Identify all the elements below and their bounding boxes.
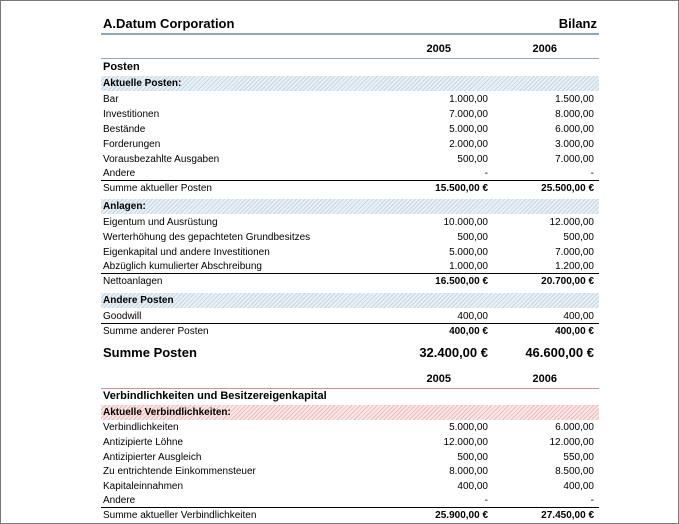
company-name: A.Datum Corporation [103, 16, 235, 31]
table-row: Andere - - [103, 168, 594, 179]
table-row: Antizipierte Löhne 12.000,00 12.000,00 [103, 437, 594, 448]
table-row: Bestände 5.000,00 6.000,00 [103, 124, 594, 135]
table-row: Vorausbezahlte Ausgaben 500,00 7.000,00 [103, 154, 594, 165]
table-row: Eigenkapital und andere Investitionen 5.000,00 7.000,00 [103, 247, 594, 258]
table-row: Investitionen 7.000,00 8.000,00 [103, 109, 594, 120]
group-heading-current-assets: Aktuelle Posten: [101, 76, 599, 91]
grand-total-row-assets: Summe Posten 32.400,00 € 46.600,00 € [103, 345, 594, 360]
title-row [101, 14, 599, 33]
title-rule [101, 33, 599, 35]
group-heading-current-liabilities: Aktuelle Verbindlichkeiten: [101, 405, 599, 420]
table-row: Antizipierter Ausgleich 500,00 550,00 [103, 452, 594, 463]
table-row: Abzüglich kumulierter Abschreibung 1.000,00 1.200,00 [103, 261, 594, 272]
table-row: Verbindlichkeiten 5.000,00 6.000,00 [103, 422, 594, 433]
subtotal-row-other-assets: Summe anderer Posten 400,00 € 400,00 € [101, 323, 599, 339]
table-row: Andere - - [103, 495, 594, 506]
subtotal-row-fixed-assets: Nettoanlagen 16.500,00 € 20.700,00 € [101, 273, 599, 289]
year-2005: 2005 [426, 43, 451, 55]
table-row: Zu entrichtende Einkommensteuer 8.000,00 8.500,00 [103, 466, 594, 477]
group-heading-fixed-assets: Anlagen: [101, 199, 599, 214]
table-row: Bar 1.000,00 1.500,00 [103, 94, 594, 105]
table-row: Goodwill 400,00 400,00 [103, 311, 594, 322]
year-header-liabilities: 2005 2006 [426, 373, 557, 385]
section-title-assets: Posten [103, 61, 140, 73]
subtotal-row-current-assets: Summe aktueller Posten 15.500,00 € 25.500,00 € [101, 180, 599, 196]
table-row: Werterhöhung des gepachteten Grundbesitzes 500,00 500,00 [103, 232, 594, 243]
table-row: Kapitaleinnahmen 400,00 400,00 [103, 481, 594, 492]
doc-title: Bilanz [558, 16, 597, 31]
group-heading-other-assets: Andere Posten [101, 293, 599, 308]
section-title-liabilities: Verbindlichkeiten und Besitzereigenkapital [103, 390, 327, 402]
section-rule [101, 58, 599, 59]
subtotal-row-current-liabilities: Summe aktueller Verbindlichkeiten 25.900,00 € 27.450,00 € [101, 507, 599, 523]
year-header-assets [101, 41, 599, 57]
table-row: Eigentum und Ausrüstung 10.000,00 12.000,00 [103, 217, 594, 228]
table-row: Forderungen 2.000,00 3.000,00 [103, 139, 594, 150]
year-2006: 2006 [532, 43, 557, 55]
